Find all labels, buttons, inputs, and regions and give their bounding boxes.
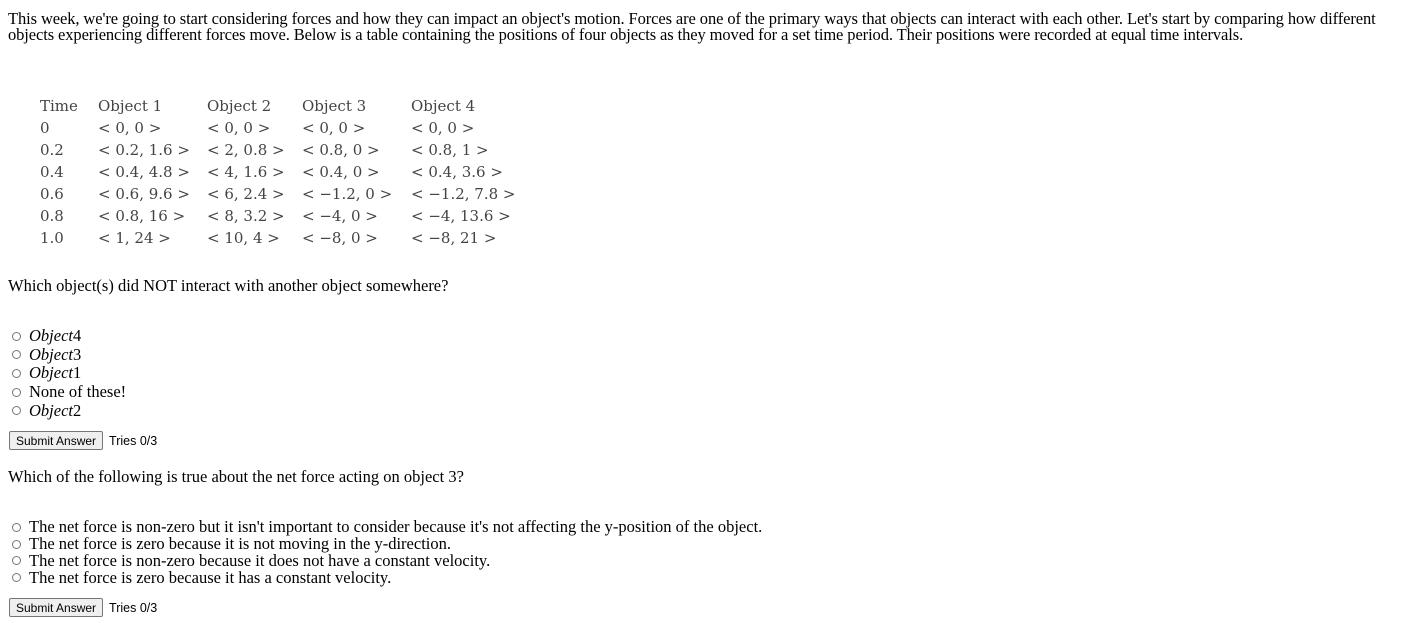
table-cell: < 6, 2.4 > xyxy=(207,185,285,203)
column-header: Object 1 xyxy=(98,97,163,115)
column-header: Object 2 xyxy=(207,97,272,115)
option-word: Object xyxy=(29,344,73,364)
option-number: 2 xyxy=(72,400,82,420)
table-row xyxy=(40,183,531,205)
table-cell: < 1, 24 > xyxy=(98,229,171,247)
table-cell: < 0, 0 > xyxy=(207,119,271,137)
table-cell: < 0.8, 1 > xyxy=(411,141,489,159)
option-word: Object xyxy=(29,363,73,383)
radio-button[interactable] xyxy=(12,540,21,549)
table-cell: < −4, 0 > xyxy=(302,207,378,225)
table-cell: < 0.6, 9.6 > xyxy=(98,185,190,203)
submit-answer-button[interactable]: Submit Answer xyxy=(9,598,103,617)
answer-option[interactable] xyxy=(12,327,126,346)
radio-button[interactable] xyxy=(12,350,21,359)
table-cell: < 0, 0 > xyxy=(411,119,475,137)
option-word: Object xyxy=(29,326,73,346)
table-cell: < −1.2, 0 > xyxy=(302,185,393,203)
question-1-options xyxy=(12,327,126,420)
positions-table-wrapper xyxy=(40,95,531,249)
option-label[interactable]: The net force is non-zero because it does not have a constant velocity. xyxy=(29,551,491,570)
option-word: Object xyxy=(29,400,73,420)
table-cell: 0.6 xyxy=(40,185,64,203)
option-label[interactable]: The net force is zero because it has a constant velocity. xyxy=(29,567,392,587)
radio-button[interactable] xyxy=(12,556,21,565)
table-cell: 0.8 xyxy=(40,207,64,225)
table-cell: < 0.2, 1.6 > xyxy=(98,141,190,159)
radio-button[interactable] xyxy=(12,406,21,415)
answer-option[interactable] xyxy=(12,383,126,402)
table-cell: < 0.4, 4.8 > xyxy=(98,163,190,181)
table-cell: 0 xyxy=(40,119,50,137)
table-cell: 0.2 xyxy=(40,141,64,159)
tries-counter: Tries 0/3 xyxy=(109,433,158,448)
table-cell: < 0.4, 0 > xyxy=(302,163,380,181)
table-cell: < 0, 0 > xyxy=(302,119,366,137)
table-header-row xyxy=(40,95,531,117)
answer-option[interactable] xyxy=(12,401,126,420)
radio-button[interactable] xyxy=(12,523,21,532)
question-1-submit-row xyxy=(9,431,157,450)
table-cell: < −8, 21 > xyxy=(411,229,497,247)
radio-button[interactable] xyxy=(12,573,21,582)
option-label[interactable] xyxy=(29,363,81,383)
table-row xyxy=(40,117,531,139)
column-header: Object 4 xyxy=(411,97,476,115)
table-cell: < 8, 3.2 > xyxy=(207,207,285,225)
table-cell: < 0.8, 16 > xyxy=(98,207,186,225)
question-2-options xyxy=(12,519,762,586)
option-label[interactable]: None of these! xyxy=(29,382,127,402)
column-header: Object 3 xyxy=(302,97,367,115)
table-row xyxy=(40,161,531,183)
radio-button[interactable] xyxy=(12,388,21,397)
option-label[interactable] xyxy=(29,345,81,365)
option-label[interactable]: The net force is zero because it is not moving in the y-direction. xyxy=(29,534,451,554)
table-cell: < 10, 4 > xyxy=(207,229,280,247)
table-cell: < 0, 0 > xyxy=(98,119,162,137)
option-number: 1 xyxy=(72,363,82,383)
intro-paragraph: This week, we're going to start considering forces and how they can impact an object's motion. Forces are one of the primary ways that objects can interact with each other. Let's start by comparing how different objects experiencing different forces move. Below is a table containing the positions of four objects as they moved for a set time period. Their positions were recorded at equal time intervals. xyxy=(8,9,1376,44)
table-cell: < −1.2, 7.8 > xyxy=(411,185,516,203)
option-number: 4 xyxy=(72,326,82,346)
submit-answer-button[interactable]: Submit Answer xyxy=(9,431,103,450)
table-cell: 0.4 xyxy=(40,163,64,181)
radio-button[interactable] xyxy=(12,369,21,378)
table-row xyxy=(40,227,531,249)
option-number: 3 xyxy=(72,344,82,364)
question-2-prompt: Which of the following is true about the net force acting on object 3? xyxy=(8,467,464,486)
option-label[interactable] xyxy=(29,326,81,346)
option-label[interactable] xyxy=(29,401,81,421)
table-cell: < −8, 0 > xyxy=(302,229,378,247)
table-cell: < 2, 0.8 > xyxy=(207,141,285,159)
table-cell: 1.0 xyxy=(40,229,64,247)
radio-button[interactable] xyxy=(12,332,21,341)
positions-table xyxy=(40,95,531,249)
table-cell: < −4, 13.6 > xyxy=(411,207,511,225)
table-cell: < 0.8, 0 > xyxy=(302,141,380,159)
question-1-prompt: Which object(s) did NOT interact with another object somewhere? xyxy=(8,276,449,295)
question-2-submit-row xyxy=(9,598,157,617)
tries-counter: Tries 0/3 xyxy=(109,600,158,615)
answer-option[interactable] xyxy=(12,346,126,365)
table-row xyxy=(40,139,531,161)
table-cell: < 4, 1.6 > xyxy=(207,163,285,181)
table-cell: < 0.4, 3.6 > xyxy=(411,163,503,181)
table-row xyxy=(40,205,531,227)
option-label[interactable]: The net force is non-zero but it isn't important to consider because it's not affecting the y-position of the object. xyxy=(29,517,763,537)
column-header: Time xyxy=(40,97,78,115)
answer-option[interactable] xyxy=(12,569,762,586)
answer-option[interactable] xyxy=(12,364,126,383)
